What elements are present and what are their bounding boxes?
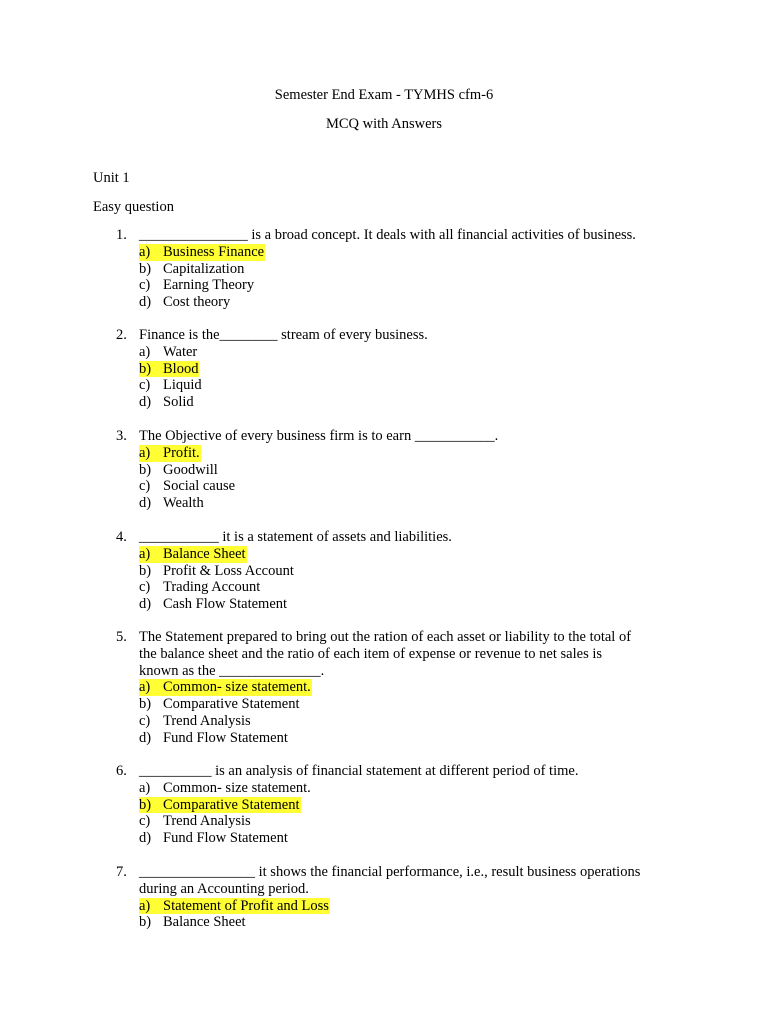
question-text: ___________ it is a statement of assets and liabilities. <box>139 529 452 545</box>
option-content <box>139 377 203 394</box>
option-letter: b) <box>139 461 152 478</box>
option-letter: b) <box>139 696 152 713</box>
option-letter: a) <box>139 897 151 914</box>
question-number: 6. <box>116 763 127 779</box>
answer-option <box>0 294 768 311</box>
option-letter: b) <box>139 796 152 813</box>
option-text: Comparative Statement <box>163 696 300 713</box>
option-letter: d) <box>139 729 152 746</box>
option-content <box>139 579 261 596</box>
option-letter: a) <box>139 243 151 260</box>
option-letter: b) <box>139 360 152 377</box>
answer-option <box>0 914 768 931</box>
question-text: the balance sheet and the ratio of each item of expense or revenue to net sales is <box>139 645 603 662</box>
exam-subtitle: MCQ with Answers <box>325 116 442 132</box>
option-content <box>139 830 289 847</box>
option-text: Balance Sheet <box>163 914 246 931</box>
question-item <box>0 763 768 847</box>
answer-option <box>0 478 768 495</box>
option-text: Water <box>163 343 198 360</box>
option-letter: c) <box>139 478 151 495</box>
option-content <box>139 244 265 261</box>
option-content <box>139 813 252 830</box>
question-text: ________________ it shows the financial performance, i.e., result business operations <box>139 864 641 880</box>
option-content <box>139 780 312 797</box>
option-text: Business Finance <box>163 243 265 260</box>
option-letter: a) <box>139 444 151 461</box>
option-letter: a) <box>139 779 151 796</box>
option-text: Profit. <box>163 444 200 461</box>
question-item <box>0 327 768 411</box>
option-content <box>139 563 295 580</box>
question-text: Finance is the________ stream of every business. <box>139 327 428 343</box>
option-content <box>139 277 255 294</box>
answer-option <box>0 579 768 596</box>
question-number: 5. <box>116 629 127 645</box>
option-letter: c) <box>139 579 151 596</box>
question-line <box>0 663 768 680</box>
answer-option <box>0 830 768 847</box>
answer-option <box>0 462 768 479</box>
option-content <box>139 730 289 747</box>
option-content <box>139 546 247 563</box>
question-item <box>0 428 768 512</box>
question-number: 1. <box>116 227 127 243</box>
option-text: Cost theory <box>163 294 231 311</box>
option-letter: d) <box>139 830 152 847</box>
question-text: during an Accounting period. <box>139 880 309 897</box>
question-line <box>0 227 768 244</box>
option-content <box>139 696 301 713</box>
option-text: Earning Theory <box>163 277 255 294</box>
question-number: 7. <box>116 864 127 880</box>
option-letter: c) <box>139 377 151 394</box>
option-text: Trend Analysis <box>163 712 251 729</box>
option-text: Common- size statement. <box>163 679 311 696</box>
question-line <box>0 529 768 546</box>
option-content <box>139 462 219 479</box>
answer-option <box>0 696 768 713</box>
answer-option <box>0 596 768 613</box>
option-text: Social cause <box>163 478 236 495</box>
option-text: Liquid <box>163 377 202 394</box>
option-text: Solid <box>163 394 194 411</box>
option-text: Common- size statement. <box>163 779 311 796</box>
option-letter: b) <box>139 562 152 579</box>
option-text: Fund Flow Statement <box>163 729 288 746</box>
option-content <box>139 713 252 730</box>
option-content <box>139 361 199 378</box>
option-text: Comparative Statement <box>163 796 300 813</box>
question-line <box>0 629 768 646</box>
question-text: The Objective of every business firm is to earn ___________. <box>139 428 499 444</box>
option-content <box>139 394 195 411</box>
option-text: Trend Analysis <box>163 813 251 830</box>
answer-option-highlighted <box>0 361 768 378</box>
question-item <box>0 629 768 747</box>
option-letter: a) <box>139 545 151 562</box>
question-line <box>0 428 768 445</box>
option-letter: a) <box>139 679 151 696</box>
answer-option <box>0 495 768 512</box>
option-content <box>139 914 247 931</box>
question-line <box>0 763 768 780</box>
option-text: Goodwill <box>163 461 218 478</box>
option-letter: d) <box>139 596 152 613</box>
unit-heading: Unit 1 <box>93 170 130 186</box>
option-content <box>139 596 288 613</box>
answer-option-highlighted <box>0 898 768 915</box>
question-line <box>0 646 768 663</box>
answer-option-highlighted <box>0 244 768 261</box>
option-letter: c) <box>139 712 151 729</box>
option-letter: c) <box>139 277 151 294</box>
question-line <box>0 327 768 344</box>
question-number: 4. <box>116 529 127 545</box>
option-content <box>139 344 198 361</box>
question-item <box>0 227 768 311</box>
difficulty-heading: Easy question <box>93 199 174 215</box>
option-letter: b) <box>139 260 152 277</box>
question-item <box>0 529 768 613</box>
option-content <box>139 478 236 495</box>
option-text: Blood <box>163 360 199 377</box>
option-text: Statement of Profit and Loss <box>163 897 329 914</box>
question-text: __________ is an analysis of financial statement at different period of time. <box>139 763 579 779</box>
answer-option <box>0 780 768 797</box>
question-text: _______________ is a broad concept. It deals with all financial activities of business. <box>139 227 636 243</box>
question-number: 3. <box>116 428 127 444</box>
exam-title: Semester End Exam - TYMHS cfm-6 <box>274 87 494 103</box>
question-line <box>0 881 768 898</box>
option-letter: d) <box>139 394 152 411</box>
option-letter: d) <box>139 294 152 311</box>
option-content <box>139 261 245 278</box>
answer-option-highlighted <box>0 546 768 563</box>
answer-option-highlighted <box>0 797 768 814</box>
option-content <box>139 898 330 915</box>
question-text: The Statement prepared to bring out the ration of each asset or liability to the total of <box>139 629 632 645</box>
option-content <box>139 679 312 696</box>
option-content <box>139 797 301 814</box>
answer-option <box>0 394 768 411</box>
answer-option-highlighted <box>0 445 768 462</box>
option-text: Trading Account <box>163 579 261 596</box>
option-letter: d) <box>139 495 152 512</box>
answer-option <box>0 344 768 361</box>
option-text: Cash Flow Statement <box>163 596 288 613</box>
answer-option <box>0 261 768 278</box>
option-text: Wealth <box>163 495 204 512</box>
answer-option <box>0 730 768 747</box>
question-item <box>0 864 768 931</box>
option-letter: a) <box>139 343 151 360</box>
option-letter: c) <box>139 813 151 830</box>
question-number: 2. <box>116 327 127 343</box>
answer-option <box>0 813 768 830</box>
option-text: Profit & Loss Account <box>163 562 294 579</box>
option-text: Fund Flow Statement <box>163 830 288 847</box>
option-text: Capitalization <box>163 260 245 277</box>
option-letter: b) <box>139 914 152 931</box>
option-content <box>139 294 231 311</box>
question-line <box>0 864 768 881</box>
option-content <box>139 495 205 512</box>
answer-option <box>0 377 768 394</box>
option-content <box>139 445 201 462</box>
answer-option <box>0 713 768 730</box>
answer-option <box>0 277 768 294</box>
answer-option-highlighted <box>0 679 768 696</box>
question-text: known as the ______________. <box>139 662 325 679</box>
option-text: Balance Sheet <box>163 545 246 562</box>
answer-option <box>0 563 768 580</box>
